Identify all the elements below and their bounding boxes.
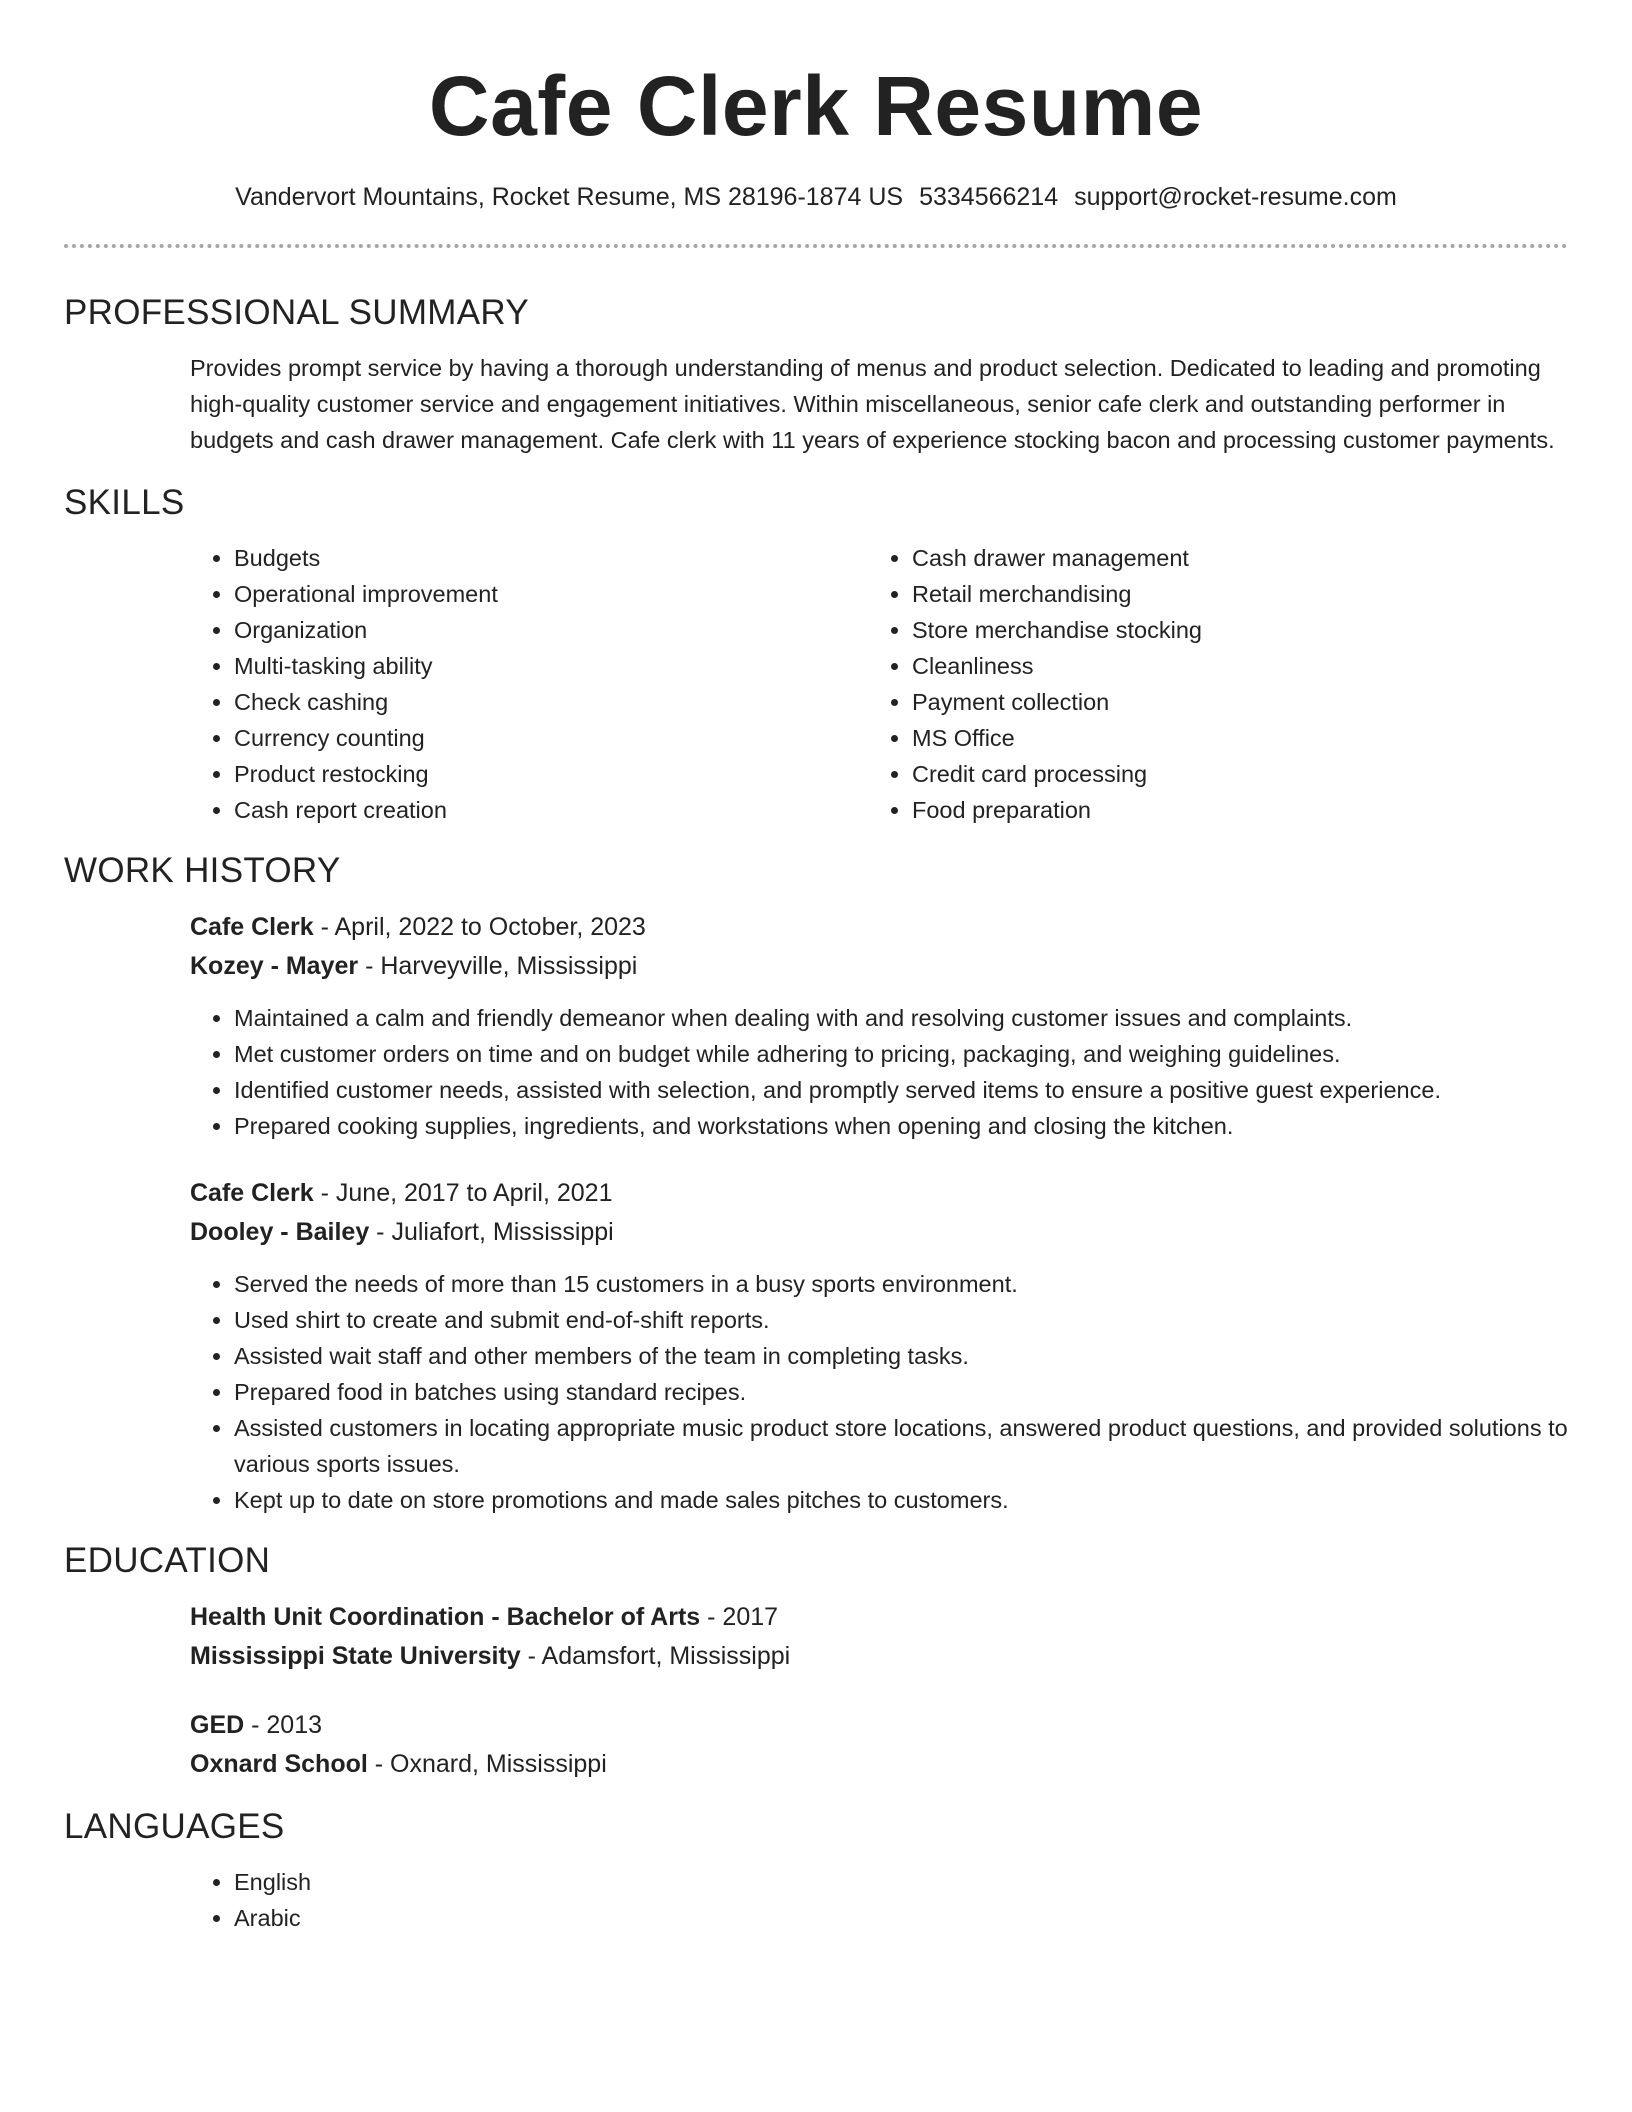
header-divider xyxy=(64,244,1568,248)
job-duty: • Identified customer needs, assisted with selection, and promptly served items to ensure a positive guest experience. xyxy=(234,1072,1568,1108)
skill-item: • Retail merchandising xyxy=(912,576,1546,612)
job-title: Cafe Clerk xyxy=(190,1179,314,1207)
skill-item: • Multi-tasking ability xyxy=(234,648,868,684)
degree-year: - 2013 xyxy=(244,1711,323,1739)
school-line xyxy=(190,1745,1568,1784)
skill-item: • Store merchandise stocking xyxy=(912,612,1546,648)
job-duty: • Served the needs of more than 15 customers in a busy sports environment. xyxy=(234,1266,1568,1302)
job-title: Cafe Clerk xyxy=(190,913,314,941)
degree-line xyxy=(190,1706,1568,1745)
skill-item: • Currency counting xyxy=(234,720,868,756)
job-duties xyxy=(190,1266,1568,1518)
job-company-line xyxy=(190,947,1568,986)
contact-phone: 5334566214 xyxy=(919,183,1059,211)
degree-year: - 2017 xyxy=(700,1603,779,1631)
job-title-line xyxy=(190,1174,1568,1213)
job-duties xyxy=(190,1000,1568,1144)
job-location: - Juliafort, Mississippi xyxy=(369,1218,614,1246)
skill-item: • Check cashing xyxy=(234,684,868,720)
education-heading: EDUCATION xyxy=(64,1541,271,1580)
job-duty: • Assisted wait staff and other members of the team in completing tasks. xyxy=(234,1338,1568,1374)
skill-item: • Operational improvement xyxy=(234,576,868,612)
school-line xyxy=(190,1637,1568,1676)
contact-email: support@rocket-resume.com xyxy=(1074,183,1397,211)
skill-item: • Cleanliness xyxy=(912,648,1546,684)
school: Oxnard School xyxy=(190,1750,368,1778)
job-duty: • Met customer orders on time and on budget while adhering to pricing, packaging, and weighing guidelines. xyxy=(234,1036,1568,1072)
skill-item: • Food preparation xyxy=(912,792,1546,828)
summary-text: Provides prompt service by having a thorough understanding of menus and product selection. Dedicated to leading and promoting high-quality customer service and engagement initiatives. Within miscellaneous, senior cafe clerk and outstanding performer in budgets and cash drawer management. Cafe clerk with 11 years of experience stocking bacon and processing customer payments. xyxy=(190,355,1555,453)
job-company-line xyxy=(190,1213,1568,1252)
contact-line xyxy=(64,180,1568,214)
skill-item: • Credit card processing xyxy=(912,756,1546,792)
job-company: Dooley - Bailey xyxy=(190,1218,370,1246)
skill-item: • Product restocking xyxy=(234,756,868,792)
summary-heading: PROFESSIONAL SUMMARY xyxy=(64,293,529,332)
school: Mississippi State University xyxy=(190,1642,521,1670)
school-location: - Oxnard, Mississippi xyxy=(367,1750,607,1778)
language-item: • English xyxy=(234,1864,1568,1900)
job-duty: • Prepared food in batches using standard recipes. xyxy=(234,1374,1568,1410)
degree-line xyxy=(190,1598,1568,1637)
degree: GED xyxy=(190,1711,245,1739)
skills-column-left xyxy=(190,540,868,828)
job-dates: - June, 2017 to April, 2021 xyxy=(313,1179,613,1207)
job-duty: • Used shirt to create and submit end-of-shift reports. xyxy=(234,1302,1568,1338)
skill-item: • Cash report creation xyxy=(234,792,868,828)
skill-item: • MS Office xyxy=(912,720,1546,756)
skills-grid xyxy=(190,540,1568,828)
job-duty: • Maintained a calm and friendly demeanor when dealing with and resolving customer issues and complaints. xyxy=(234,1000,1568,1036)
skill-item: • Payment collection xyxy=(912,684,1546,720)
job-duty: • Kept up to date on store promotions and made sales pitches to customers. xyxy=(234,1482,1568,1518)
job-dates: - April, 2022 to October, 2023 xyxy=(313,913,646,941)
contact-address: Vandervort Mountains, Rocket Resume, MS 28196-1874 US xyxy=(235,183,904,211)
skill-item: • Organization xyxy=(234,612,868,648)
job-duty: • Prepared cooking supplies, ingredients, and workstations when opening and closing the kitchen. xyxy=(234,1108,1568,1144)
degree: Health Unit Coordination - Bachelor of Arts xyxy=(190,1603,701,1631)
job-company: Kozey - Mayer xyxy=(190,952,359,980)
job-title-line xyxy=(190,908,1568,947)
resume-title: Cafe Clerk Resume xyxy=(428,59,1204,153)
education-entry xyxy=(190,1598,1568,1676)
skills-column-right xyxy=(868,540,1546,828)
school-location: - Adamsfort, Mississippi xyxy=(520,1642,791,1670)
skills-heading: SKILLS xyxy=(64,483,185,522)
job-entry xyxy=(190,908,1568,1144)
skill-item: • Cash drawer management xyxy=(912,540,1546,576)
languages-list-wrap xyxy=(190,1864,1568,1936)
language-item: • Arabic xyxy=(234,1900,1568,1936)
languages-list xyxy=(190,1864,1568,1936)
education-entry xyxy=(190,1706,1568,1784)
work-history-heading: WORK HISTORY xyxy=(64,851,341,890)
skill-item: • Budgets xyxy=(234,540,868,576)
job-entry xyxy=(190,1174,1568,1518)
languages-heading: LANGUAGES xyxy=(64,1807,285,1846)
job-duty: • Assisted customers in locating appropriate music product store locations, answered product questions, and provided solutions to various sports issues. xyxy=(234,1410,1568,1482)
job-location: - Harveyville, Mississippi xyxy=(358,952,638,980)
